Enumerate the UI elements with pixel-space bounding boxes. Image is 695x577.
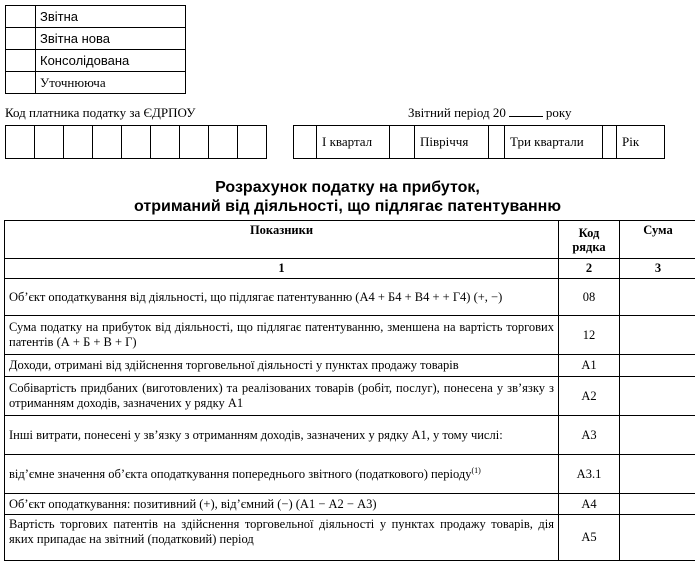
row-sum-input[interactable] [620,316,695,355]
report-type-box [5,5,186,94]
row-code: А1 [559,355,620,377]
report-type-label: Консолідована [36,50,186,72]
table-row [5,316,695,355]
row-sum-input[interactable] [620,279,695,316]
table-row [5,355,695,377]
row-sum-input[interactable] [620,455,695,494]
edrpou-label: Код платника податку за ЄДРПОУ [5,105,196,120]
year-blank[interactable] [509,106,543,117]
title-line-2: отриманий від діяльності, що підлягає патентуванню [134,198,561,215]
row-description: Інші витрати, понесені у зв’язку з отриманням доходів, зазначених у рядку А1, у тому числі: [5,416,559,455]
period-checkbox-year[interactable] [603,126,617,159]
column-number: 2 [559,259,620,279]
row-description: Сума податку на прибуток від діяльності, що підлягає патентуванню, зменшена на вартість торгових патентів (А + Б + В + Г) [5,316,559,355]
edrpou-digit-cell[interactable] [122,126,151,159]
period-option-label: Три квартали [505,126,603,159]
edrpou-input-cells[interactable] [5,125,267,159]
row-description-text: від’ємне значення об’єкта оподаткування попереднього звітного (податкового) періоду [9,467,472,482]
footnote-marker: (1) [471,465,481,475]
row-description: Об’єкт оподаткування від діяльності, що підлягає патентуванню (А4 + Б4 + В4 + + Г4) (+, −) [5,279,559,316]
period-option-label: Рік [617,126,665,159]
row-description: Доходи, отримані від здійснення торговельної діяльності у пунктах продажу товарів [5,355,559,377]
row-code: А5 [559,515,620,561]
page-title [0,178,695,216]
period-label-suffix: року [545,105,572,120]
row-description [5,455,559,494]
header-sum: Сума [620,221,695,259]
report-type-checkbox-zvitna[interactable] [6,6,36,28]
period-label [408,105,572,121]
tax-calculation-table [4,220,695,561]
column-number: 1 [5,259,559,279]
period-label-prefix: Звітний період 20 [408,105,506,120]
table-row [5,416,695,455]
table-row [5,494,695,515]
row-sum-input[interactable] [620,416,695,455]
column-number: 3 [620,259,695,279]
edrpou-digit-cell[interactable] [35,126,64,159]
edrpou-digit-cell[interactable] [238,126,267,159]
row-sum-input[interactable] [620,515,695,561]
row-description: Собівартість придбаних (виготовлених) та реалізованих товарів (робіт, послуг), понесена у зв’язку з отриманням доходів, зазначених у рядку А1 [5,377,559,416]
table-row [5,515,695,561]
period-checkbox-q1[interactable] [294,126,317,159]
report-type-label: Уточнююча [36,72,186,94]
report-type-checkbox-konsolidovana[interactable] [6,50,36,72]
row-code: 08 [559,279,620,316]
table-row [5,279,695,316]
report-type-label: Звітна нова [36,28,186,50]
title-line-1: Розрахунок податку на прибуток, [215,179,480,196]
edrpou-digit-cell[interactable] [151,126,180,159]
row-code: А2 [559,377,620,416]
report-type-label: Звітна [36,6,186,28]
report-type-checkbox-zvitna-nova[interactable] [6,28,36,50]
row-code: А3 [559,416,620,455]
edrpou-digit-cell[interactable] [180,126,209,159]
row-code: А4 [559,494,620,515]
row-description: Вартість торгових патентів на здійснення торговельної діяльності у пунктах продажу товарів, дія яких припадає на звітний (податковий) період [5,515,559,561]
row-sum-input[interactable] [620,377,695,416]
table-row [5,455,695,494]
period-selector [293,125,665,159]
period-checkbox-half-year[interactable] [390,126,415,159]
edrpou-digit-cell[interactable] [93,126,122,159]
row-code: А3.1 [559,455,620,494]
row-sum-input[interactable] [620,494,695,515]
row-sum-input[interactable] [620,355,695,377]
report-type-checkbox-utochnyuyucha[interactable] [6,72,36,94]
header-code: Код рядка [559,221,620,259]
edrpou-digit-cell[interactable] [6,126,35,159]
edrpou-digit-cell[interactable] [209,126,238,159]
period-option-label: I квартал [317,126,390,159]
row-code: 12 [559,316,620,355]
table-row [5,377,695,416]
header-indicators: Показники [5,221,559,259]
period-checkbox-three-quarters[interactable] [489,126,505,159]
edrpou-digit-cell[interactable] [64,126,93,159]
period-option-label: Півріччя [415,126,489,159]
row-description: Об’єкт оподаткування: позитивний (+), від’ємний (−) (А1 − А2 − А3) [5,494,559,515]
